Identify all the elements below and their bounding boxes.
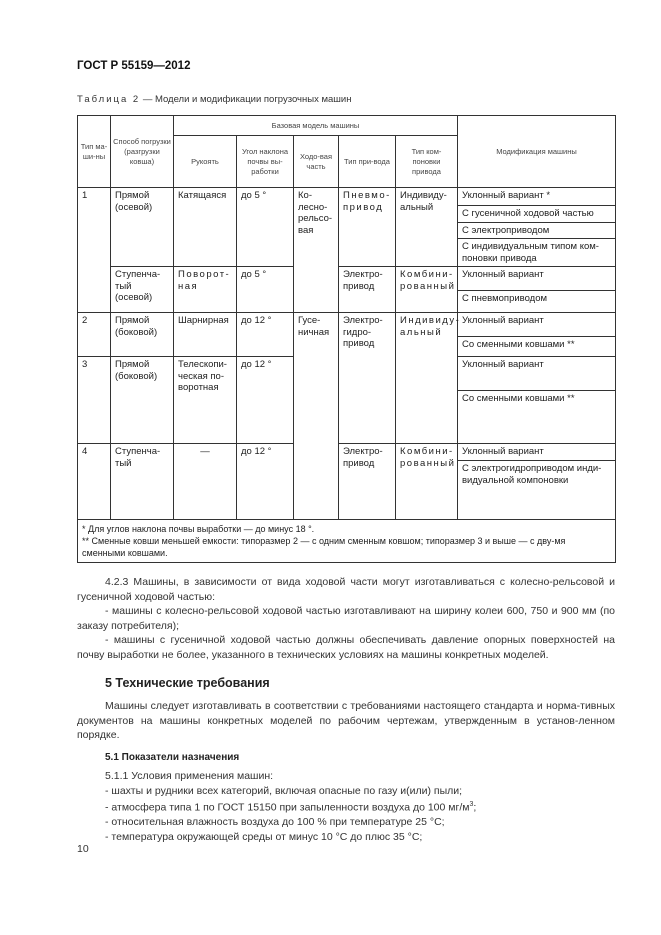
subsection-heading: 5.1 Показатели назначения	[105, 752, 240, 763]
cell-type: 4	[78, 444, 111, 520]
cell-layout: Индивиду-альный	[396, 188, 458, 267]
cell-angle: до 5 °	[237, 188, 294, 267]
cell-angle: до 12 °	[237, 444, 294, 520]
cell-drive: Электро-привод	[339, 267, 396, 313]
cell-mod: Уклонный вариант	[458, 313, 616, 337]
table-caption-title: — Модели и модификации погрузочных машин	[142, 94, 352, 105]
header-base-model: Базовая модель машины	[174, 116, 458, 136]
cell-mod: Со сменными ковшами **	[458, 391, 616, 444]
cell-drive: Электро-привод	[339, 444, 396, 520]
cell-mod: С гусеничной ходовой частью	[458, 206, 616, 223]
list-intro: 5.1.1 Условия применения машин:	[105, 770, 274, 782]
cell-method: Ступенча-тый	[111, 444, 174, 520]
cell-mod: Уклонный вариант	[458, 357, 616, 391]
cell-mod: Уклонный вариант	[458, 267, 616, 291]
cell-mod: С электрогидроприводом инди-видуальной компоновки	[458, 461, 616, 520]
cell-handle: Телескопи-ческая по-воротная	[174, 357, 237, 444]
cell-drive: Электро-гидро-привод	[339, 313, 396, 444]
cell-method: Прямой (боковой)	[111, 357, 174, 444]
header-modification: Модификация машины	[458, 116, 616, 188]
table-row	[78, 267, 616, 291]
table-note: * Для углов наклона почвы выработки — до минус 18 °.	[82, 524, 315, 534]
cell-handle: —	[174, 444, 237, 520]
document-header: ГОСТ Р 55159—2012	[77, 60, 191, 72]
header-layout: Тип ком-поновки привода	[396, 136, 458, 188]
header-angle: Угол наклона почвы вы-работки	[237, 136, 294, 188]
cell-angle: до 12 °	[237, 357, 294, 444]
list-item	[105, 798, 615, 815]
section-4-2-3	[77, 575, 615, 662]
list-item: - шахты и рудники всех категорий, включая опасные по газу и(или) пыли;	[105, 784, 463, 797]
header-method: Способ погрузки (разгрузки ковша)	[111, 116, 174, 188]
header-handle: Рукоять	[174, 136, 237, 188]
list-item: - относительная влажность воздуха до 100 % при температуре 25 °C;	[105, 816, 445, 828]
cell-mod: Уклонный вариант	[458, 444, 616, 461]
table-caption-label: Таблица 2	[77, 94, 141, 105]
header-drive: Тип при-вода	[339, 136, 396, 188]
header-chassis: Ходо-вая часть	[294, 136, 339, 188]
paragraph: Машины следует изготавливать в соответствии с требованиями настоящего стандарта и норма-тивных документов на машины конкретных моделей по рабочим чертежам, утвержденным в установ-ленном порядке.	[77, 700, 615, 741]
header-type: Тип ма-ши-ны	[78, 116, 111, 188]
page-number: 10	[77, 843, 89, 855]
table-notes	[78, 520, 616, 563]
table-notes-row	[78, 520, 616, 563]
cell-method: Прямой (осевой)	[111, 188, 174, 267]
cell-layout: Комбини-рованный	[396, 444, 458, 520]
table-row	[78, 188, 616, 206]
section-5-intro	[77, 699, 615, 743]
cell-drive: Пневмо-привод	[339, 188, 396, 267]
cell-chassis: Ко-лесно-рельсо-вая	[294, 188, 339, 313]
table-row	[78, 444, 616, 461]
cell-mod: С индивидуальным типом ком-поновки привода	[458, 239, 616, 267]
cell-mod: Со сменными ковшами **	[458, 337, 616, 357]
table-note: ** Сменные ковши меньшей емкости: типоразмер 2 — с одним сменным ковшом; типоразмер 3 и выше — с дву-мя сменными ковшами.	[82, 536, 566, 558]
section-heading: 5 Технические требования	[105, 676, 270, 690]
cell-type: 2	[78, 313, 111, 357]
paragraph: 4.2.3 Машины, в зависимости от вида ходовой части могут изготавливаться с колесно-рельсовой и гусеничной ходовой частью:	[77, 576, 615, 603]
cell-handle: Поворот-ная	[174, 267, 237, 313]
superscript: 3	[469, 801, 474, 808]
table-caption	[77, 94, 351, 105]
cell-layout: Индивиду-альный	[396, 313, 458, 444]
cell-type: 3	[78, 357, 111, 444]
cell-angle: до 12 °	[237, 313, 294, 357]
cell-mod: Уклонный вариант *	[458, 188, 616, 206]
paragraph: - машины с гусеничной ходовой частью должны обеспечивать давление опорных поверхностей на почву выработки не более, указанного в технических условиях на машины конкретных моделей.	[77, 634, 615, 661]
conditions-list	[105, 769, 615, 844]
cell-method: Ступенча-тый (осевой)	[111, 267, 174, 313]
list-item: - температура окружающей среды от минус 10 °C до плюс 35 °C;	[105, 830, 423, 843]
cell-mod: С пневмоприводом	[458, 291, 616, 313]
cell-handle: Катящаяся	[174, 188, 237, 267]
models-table	[77, 115, 616, 563]
table-row	[78, 313, 616, 337]
cell-method: Прямой (боковой)	[111, 313, 174, 357]
list-item-end: ;	[473, 801, 477, 814]
cell-type: 1	[78, 188, 111, 313]
cell-chassis: Гусе-ничная	[294, 313, 339, 520]
cell-angle: до 5 °	[237, 267, 294, 313]
cell-mod: С электроприводом	[458, 222, 616, 239]
paragraph: - машины с колесно-рельсовой ходовой частью изготавливают на ширину колеи 600, 750 и 900 мм (по заказу потребителя);	[77, 605, 615, 632]
list-item-text: - атмосфера типа 1 по ГОСТ 15150 при запыленности воздуха до 100 мг/м	[105, 801, 470, 814]
cell-handle: Шарнирная	[174, 313, 237, 357]
cell-layout: Комбини-рованный	[396, 267, 458, 313]
